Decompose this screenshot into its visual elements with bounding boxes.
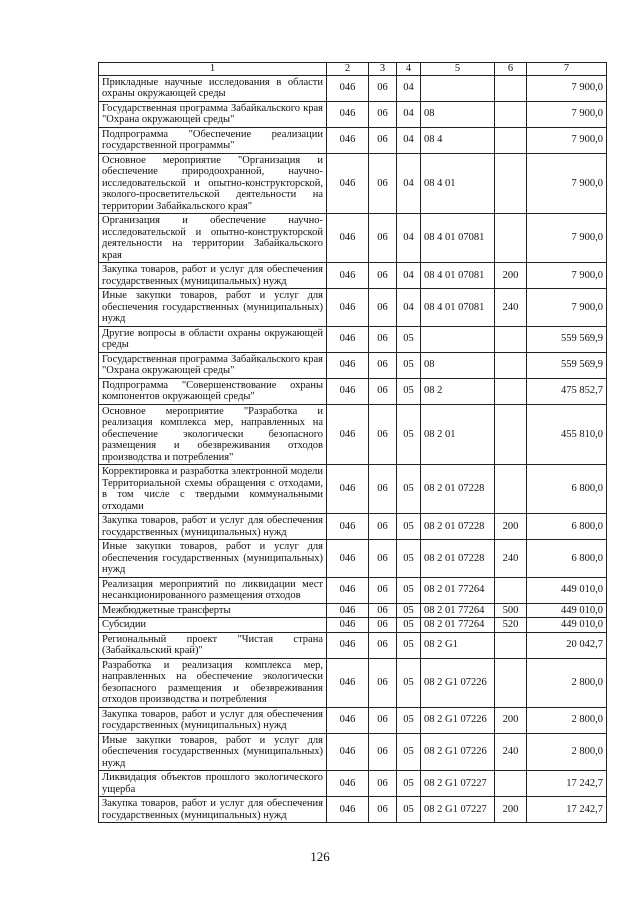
subsection-code: 05 [397,378,421,404]
table-row [99,514,607,540]
row-description: Закупка товаров, работ и услуг для обеспечения государственных (муниципальных) нужд [99,797,327,823]
department-code: 046 [327,75,369,101]
table-row [99,603,607,618]
department-code: 046 [327,514,369,540]
department-code: 046 [327,289,369,327]
table-row [99,632,607,658]
row-description: Межбюджетные трансферты [99,603,327,618]
amount: 7 900,0 [527,214,607,263]
amount: 17 242,7 [527,771,607,797]
subsection-code: 05 [397,603,421,618]
amount: 7 900,0 [527,101,607,127]
amount: 559 569,9 [527,352,607,378]
table-row [99,378,607,404]
department-code: 046 [327,618,369,633]
subsection-code: 05 [397,540,421,578]
subsection-code: 05 [397,797,421,823]
amount: 2 800,0 [527,707,607,733]
department-code: 046 [327,797,369,823]
expense-type-code [495,658,527,707]
department-code: 046 [327,101,369,127]
expense-type-code [495,153,527,214]
target-article-code: 08 4 01 07081 [421,263,495,289]
table-row [99,577,607,603]
expense-type-code [495,75,527,101]
expense-type-code [495,632,527,658]
expense-type-code [495,214,527,263]
row-description: Государственная программа Забайкальского края "Охрана окружающей среды" [99,101,327,127]
subsection-code: 05 [397,352,421,378]
table-row [99,214,607,263]
section-code: 06 [369,514,397,540]
amount: 7 900,0 [527,153,607,214]
expense-type-code [495,577,527,603]
table-row [99,733,607,771]
column-header: 1 [99,63,327,76]
section-code: 06 [369,127,397,153]
section-code: 06 [369,771,397,797]
table-row [99,707,607,733]
row-description: Подпрограмма "Обеспечение реализации государственной программы" [99,127,327,153]
section-code: 06 [369,101,397,127]
target-article-code: 08 [421,101,495,127]
expense-type-code [495,101,527,127]
expense-type-code: 200 [495,707,527,733]
row-description: Иные закупки товаров, работ и услуг для обеспечения государственных (муниципальных) нужд [99,733,327,771]
page-number: 126 [310,849,330,864]
amount: 7 900,0 [527,127,607,153]
table-row [99,263,607,289]
department-code: 046 [327,352,369,378]
target-article-code: 08 2 01 77264 [421,577,495,603]
target-article-code: 08 2 01 [421,404,495,465]
target-article-code: 08 2 01 07228 [421,514,495,540]
amount: 7 900,0 [527,263,607,289]
table-row [99,618,607,633]
section-code: 06 [369,326,397,352]
amount: 449 010,0 [527,603,607,618]
subsection-code: 04 [397,127,421,153]
row-description: Закупка товаров, работ и услуг для обеспечения государственных (муниципальных) нужд [99,263,327,289]
target-article-code: 08 4 [421,127,495,153]
row-description: Основное мероприятие "Организация и обеспечение природоохранной, научно-исследовательской и опытно-конструкторской, эколого-просветительской деятельности на территории Забайкальского края" [99,153,327,214]
section-code: 06 [369,733,397,771]
subsection-code: 05 [397,577,421,603]
column-header: 3 [369,63,397,76]
target-article-code: 08 4 01 [421,153,495,214]
department-code: 046 [327,214,369,263]
table-row [99,658,607,707]
section-code: 06 [369,214,397,263]
amount: 20 042,7 [527,632,607,658]
section-code: 06 [369,540,397,578]
amount: 559 569,9 [527,326,607,352]
table-row [99,465,607,514]
expense-type-code [495,127,527,153]
department-code: 046 [327,771,369,797]
table-row [99,289,607,327]
table-row [99,797,607,823]
department-code: 046 [327,540,369,578]
table-row [99,771,607,797]
expense-type-code [495,378,527,404]
subsection-code: 05 [397,707,421,733]
subsection-code: 04 [397,214,421,263]
target-article-code: 08 2 01 07228 [421,540,495,578]
department-code: 046 [327,404,369,465]
section-code: 06 [369,797,397,823]
row-description: Ликвидация объектов прошлого экологического ущерба [99,771,327,797]
row-description: Реализация мероприятий по ликвидации мест несанкционированного размещения отходов [99,577,327,603]
department-code: 046 [327,632,369,658]
section-code: 06 [369,618,397,633]
subsection-code: 05 [397,771,421,797]
section-code: 06 [369,378,397,404]
target-article-code: 08 2 G1 [421,632,495,658]
row-description: Закупка товаров, работ и услуг для обеспечения государственных (муниципальных) нужд [99,707,327,733]
table-row [99,101,607,127]
expense-type-code: 200 [495,797,527,823]
amount: 449 010,0 [527,618,607,633]
subsection-code: 05 [397,733,421,771]
column-header: 6 [495,63,527,76]
table-header-row [99,63,607,76]
expense-type-code: 500 [495,603,527,618]
section-code: 06 [369,263,397,289]
section-code: 06 [369,404,397,465]
row-description: Закупка товаров, работ и услуг для обеспечения государственных (муниципальных) нужд [99,514,327,540]
amount: 2 800,0 [527,658,607,707]
target-article-code: 08 [421,352,495,378]
target-article-code: 08 2 01 77264 [421,618,495,633]
subsection-code: 05 [397,404,421,465]
section-code: 06 [369,603,397,618]
section-code: 06 [369,577,397,603]
table-row [99,326,607,352]
section-code: 06 [369,465,397,514]
target-article-code: 08 4 01 07081 [421,214,495,263]
target-article-code: 08 2 01 77264 [421,603,495,618]
amount: 7 900,0 [527,289,607,327]
target-article-code [421,326,495,352]
department-code: 046 [327,658,369,707]
amount: 7 900,0 [527,75,607,101]
department-code: 046 [327,378,369,404]
column-header: 5 [421,63,495,76]
expense-type-code [495,771,527,797]
subsection-code: 04 [397,101,421,127]
table-row [99,352,607,378]
expense-type-code [495,326,527,352]
expense-type-code: 200 [495,263,527,289]
section-code: 06 [369,352,397,378]
subsection-code: 05 [397,514,421,540]
department-code: 046 [327,603,369,618]
expense-type-code [495,352,527,378]
expense-type-code: 240 [495,540,527,578]
row-description: Региональный проект "Чистая страна (Забайкальский край)" [99,632,327,658]
target-article-code: 08 2 01 07228 [421,465,495,514]
amount: 6 800,0 [527,465,607,514]
expense-type-code: 240 [495,733,527,771]
table-row [99,540,607,578]
subsection-code: 04 [397,153,421,214]
row-description: Подпрограмма "Совершенствование охраны компонентов окружающей среды" [99,378,327,404]
amount: 455 810,0 [527,404,607,465]
table-row [99,75,607,101]
row-description: Государственная программа Забайкальского края "Охрана окружающей среды" [99,352,327,378]
target-article-code: 08 2 G1 07226 [421,658,495,707]
department-code: 046 [327,153,369,214]
row-description: Субсидии [99,618,327,633]
section-code: 06 [369,632,397,658]
subsection-code: 05 [397,326,421,352]
row-description: Организация и обеспечение научно-исследовательской и опытно-конструкторской деятельности на территории Забайкальского края [99,214,327,263]
table-row [99,127,607,153]
department-code: 046 [327,733,369,771]
target-article-code [421,75,495,101]
row-description: Иные закупки товаров, работ и услуг для обеспечения государственных (муниципальных) нужд [99,289,327,327]
target-article-code: 08 4 01 07081 [421,289,495,327]
subsection-code: 04 [397,75,421,101]
section-code: 06 [369,153,397,214]
target-article-code: 08 2 G1 07227 [421,797,495,823]
row-description: Прикладные научные исследования в области охраны окружающей среды [99,75,327,101]
expense-type-code: 240 [495,289,527,327]
department-code: 046 [327,263,369,289]
subsection-code: 05 [397,658,421,707]
department-code: 046 [327,127,369,153]
department-code: 046 [327,707,369,733]
section-code: 06 [369,658,397,707]
subsection-code: 04 [397,289,421,327]
amount: 475 852,7 [527,378,607,404]
column-header: 7 [527,63,607,76]
subsection-code: 04 [397,263,421,289]
section-code: 06 [369,289,397,327]
subsection-code: 05 [397,632,421,658]
department-code: 046 [327,465,369,514]
expense-type-code: 520 [495,618,527,633]
table-row [99,153,607,214]
section-code: 06 [369,75,397,101]
department-code: 046 [327,577,369,603]
column-header: 4 [397,63,421,76]
target-article-code: 08 2 G1 07227 [421,771,495,797]
section-code: 06 [369,707,397,733]
amount: 449 010,0 [527,577,607,603]
amount: 6 800,0 [527,514,607,540]
target-article-code: 08 2 G1 07226 [421,707,495,733]
row-description: Иные закупки товаров, работ и услуг для обеспечения государственных (муниципальных) нужд [99,540,327,578]
subsection-code: 05 [397,618,421,633]
department-code: 046 [327,326,369,352]
amount: 2 800,0 [527,733,607,771]
row-description: Корректировка и разработка электронной модели Территориальной схемы обращения с отходами, в том числе с твердыми коммунальными отходами [99,465,327,514]
table-row [99,404,607,465]
expense-type-code: 200 [495,514,527,540]
row-description: Другие вопросы в области охраны окружающей среды [99,326,327,352]
subsection-code: 05 [397,465,421,514]
target-article-code: 08 2 [421,378,495,404]
column-header: 2 [327,63,369,76]
amount: 17 242,7 [527,797,607,823]
row-description: Разработка и реализация комплекса мер, направленных на обеспечение экологически безопасного размещения и обезвреживания отходов производства и потребления [99,658,327,707]
expense-type-code [495,404,527,465]
budget-table [98,62,607,823]
expense-type-code [495,465,527,514]
row-description: Основное мероприятие "Разработка и реализация комплекса мер, направленных на обеспечение экологически безопасного размещения и обезвреживания отходов производства и потребления" [99,404,327,465]
amount: 6 800,0 [527,540,607,578]
table-body [99,75,607,823]
target-article-code: 08 2 G1 07226 [421,733,495,771]
